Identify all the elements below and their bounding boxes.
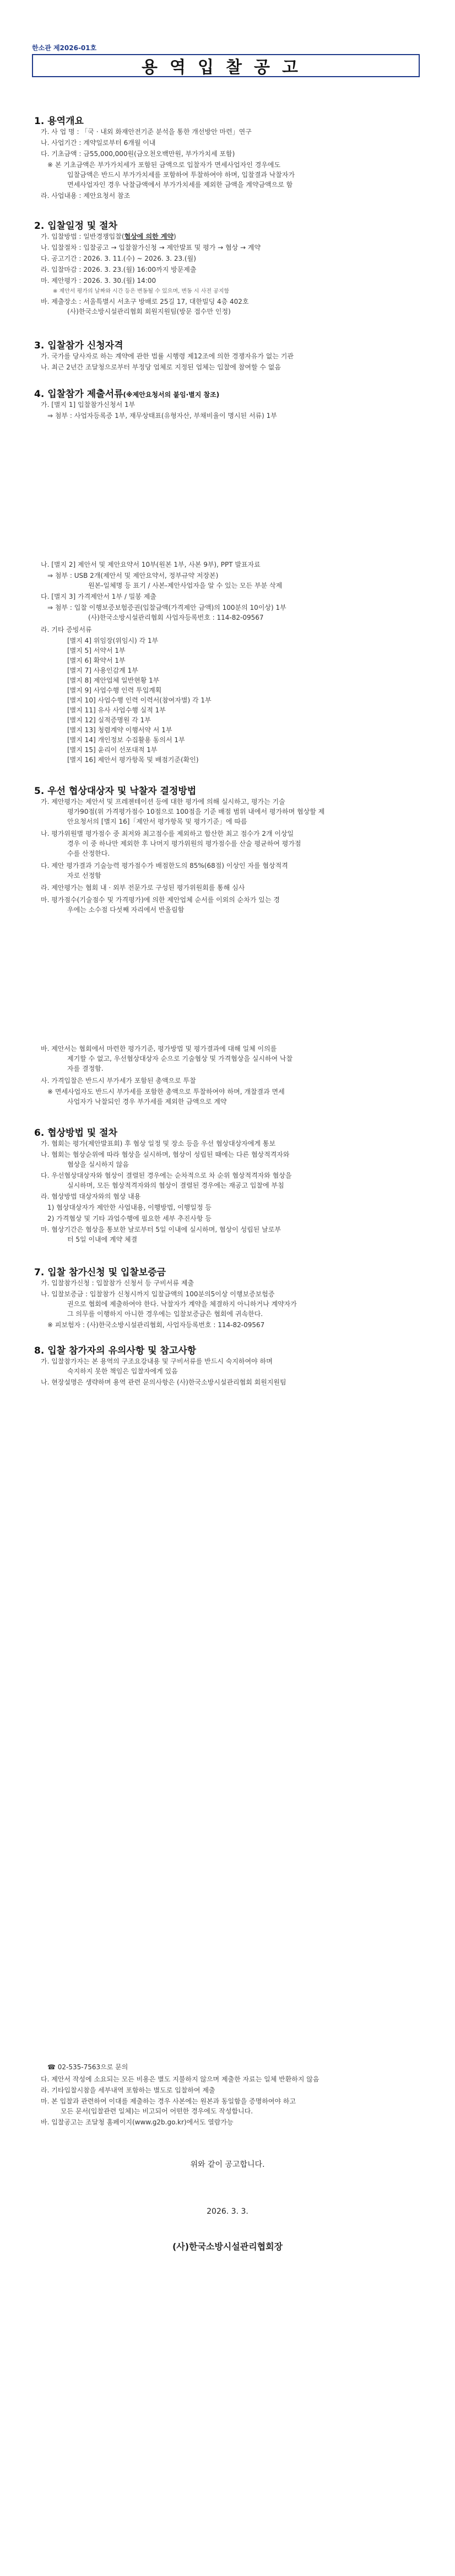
s4-form-1: 가. [별지 1] 입찰참가신청서 1부 (41, 401, 136, 409)
s2-method-a: 가. 입찰방법 : 일반경쟁입찰( (41, 233, 124, 240)
s5-g-note-1: ※ 면세사업자도 반드시 부가세를 포함한 총액으로 투찰하여야 하며, 개찰결과 면세 (47, 1088, 285, 1096)
s5-c-1: 다. 제안 평가결과 기술능력 평가점수가 배점한도의 85%(68점) 이상인 자를 협상적격 (41, 862, 288, 870)
s6-e-1: 마. 협상기간은 협상을 통보한 날로부터 5일 이내에 실시하며, 협상이 성립된 날로부 (41, 1226, 281, 1233)
s5-g: 사. 가격입찰은 반드시 부가세가 포함된 총액으로 투찰 (41, 1077, 196, 1085)
s7-b-2: 권으로 협회에 제출하여야 한다. 낙찰자가 계약을 체결하지 아니하거나 계약자가 (67, 1300, 297, 1308)
document-number: 한소관 제2026-01호 (32, 44, 97, 52)
s6-d-1: 1) 협상대상자가 제안한 사업내용, 이행방법, 이행일정 등 (47, 1204, 212, 1211)
s7-b-3: 그 의무를 이행하지 아니한 경우에는 입찰보증금은 협회에 귀속한다. (67, 1310, 263, 1318)
s1-content: 라. 사업내용 : 제안요청서 참조 (41, 192, 131, 200)
s1-note-1: ※ 본 기초금액은 부가가치세가 포함된 금액으로 입찰자가 면세사업자인 경우에도 (47, 161, 281, 169)
s2-location-org: (사)한국소방시설관리협회 회원지원팀(방문 접수만 인정) (67, 308, 231, 315)
s4-item: [별지 7] 사용인감계 1부 (67, 667, 138, 674)
s8-a-1: 가. 입찰참가자는 본 용역의 구조요강내용 및 구비서류를 반드시 숙지하여야 하며 (41, 1357, 273, 1365)
s1-note-3: 면세사업자인 경우 낙찰금액에서 부가가치세를 제외한 금액을 계약금액으로 함 (67, 181, 293, 189)
s6-c-2: 실시하며, 모든 협상적격자와의 협상이 결렬된 경우에는 재공고 입찰에 부침 (67, 1182, 284, 1189)
s5-a-1: 가. 제안평가는 제안서 및 프레젠테이션 등에 대한 평가에 의해 실시하고, 평가는 기술 (41, 798, 285, 806)
s1-project-name: 가. 사 업 명 : 「국 · 내외 화재안전기준 분석을 통한 개선방안 마련」연구 (41, 128, 252, 136)
s4-form-3: 다. [별지 3] 가격제안서 1부 / 밀봉 제출 (41, 593, 156, 600)
s4-item: [별지 12] 실적증명원 각 1부 (67, 716, 151, 724)
s4-item: [별지 9] 사업수행 인력 투입계획 (67, 686, 162, 694)
s5-f-2: 제기할 수 없고, 우선협상대상자 순으로 기술협상 및 가격협상을 실시하여 낙찰 (67, 1055, 293, 1062)
s4-form-3-biznum: (사)한국소방시설관리협회 사업자등록번호 : 114-82-09567 (88, 614, 264, 621)
s7-a: 가. 입찰참가신청 : 입찰참가 신청서 등 구비서류 제출 (41, 1279, 194, 1287)
s3-qual-1: 가. 국가를 당사자로 하는 계약에 관한 법률 시행령 제12조에 의한 경쟁자유가 없는 기관 (41, 352, 294, 360)
s1-note-2: 입찰금액은 반드시 부가가치세를 포함하여 투찰하여야 하며, 입찰결과 낙찰자가 (67, 171, 295, 179)
s2-evaluation-note: ※ 제안서 평가의 날짜와 시간 등은 변동될 수 있으며, 변동 시 사전 공지함 (53, 288, 230, 294)
footer-e-2: 모든 문서(입찰관련 일체)는 비고되어 어떤한 경우에도 작성합니다. (61, 2107, 253, 2115)
s4-item: [별지 16] 제안서 평가항목 및 배점기준(확인) (67, 756, 199, 764)
s4-item: [별지 5] 서약서 1부 (67, 647, 126, 654)
s2-notice-period: 다. 공고기간 : 2026. 3. 11.(수) ~ 2026. 3. 23.(월) (41, 255, 196, 262)
s2-location: 바. 제출장소 : 서울특별시 서초구 방배로 25길 17, 대한빌딩 4층 402호 (41, 298, 249, 305)
s5-e-2: 우에는 소수점 다섯째 자리에서 반올림함 (67, 906, 185, 914)
s5-a-3: 안요청서의 [별지 16]「제안서 평가항목 및 평가기준」에 따름 (67, 818, 247, 825)
section-2-heading: 2. 입찰일정 및 절차 (34, 221, 117, 232)
s4-item: [별지 13] 청렴계약 이행서약 서 1부 (67, 726, 172, 734)
closing-statement: 위와 같이 공고합니다. (190, 2160, 265, 2169)
section-7-heading: 7. 입찰 참가신청 및 입찰보증금 (34, 1267, 166, 1278)
s6-a: 가. 협회는 평가(제안발표회) 후 협상 일정 및 장소 등을 우선 협상대상자에게 통보 (41, 1140, 276, 1147)
section-1-heading: 1. 용역개요 (34, 116, 84, 127)
footer-c: 다. 제안서 작성에 소요되는 모든 비용은 별도 지불하지 않으며 제출한 자료는 일체 반환하지 않음 (41, 2075, 319, 2083)
s4-item: [별지 8] 제안업체 일반현황 1부 (67, 677, 160, 684)
s8-b: 나. 현장설명은 생략하며 용역 관련 문의사항은 (사)한국소방시설관리협회 회원지원팀 (41, 1378, 286, 1386)
section-4-heading (34, 386, 219, 400)
s6-d: 라. 협상방법 대상자와의 협상 내용 (41, 1193, 141, 1200)
section-5-heading: 5. 우선 협상대상자 및 낙찰자 결정방법 (34, 786, 197, 797)
title-box (32, 54, 420, 77)
s1-base-amount: 다. 기초금액 : 금55,000,000원(금오천오백만원, 부가가치세 포함) (41, 150, 235, 158)
s5-f-3: 자를 결정함. (67, 1065, 104, 1072)
s3-qual-2: 나. 최근 2년간 조달청으로부터 부정당 업체로 지정된 업체는 입찰에 참여할 수 없음 (41, 363, 281, 371)
s4-item: [별지 6] 확약서 1부 (67, 657, 126, 664)
s5-e-1: 마. 평가점수(기술점수 및 가격평가)에 의한 제안업체 순서를 이외의 순차가 있는 경 (41, 896, 280, 904)
s4-item: [별지 14] 개인정보 수집활용 동의서 1부 (67, 736, 185, 744)
s2-method-b: 협상에 의한 계약 (124, 233, 174, 240)
s8-a-2: 숙지하지 못한 책임은 입찰자에게 있음 (67, 1367, 178, 1375)
s4-item: [별지 10] 사업수행 인력 이력서(참여자별) 각 1부 (67, 696, 212, 704)
phone-contact: ☎ 02-535-7563으로 문의 (47, 2063, 128, 2071)
s5-g-note-2: 사업자가 낙찰되인 경우 부가세를 제외한 금액으로 계약 (67, 1098, 227, 1105)
s4-other-docs: 라. 기타 증빙서류 (41, 626, 92, 634)
footer-e-1: 마. 본 입찰과 관련하여 이대를 제출하는 경우 사본에는 원본과 동일함을 증명하여야 하고 (41, 2097, 296, 2105)
section-8-heading: 8. 입찰 참가자의 유의사항 및 참고사항 (34, 1345, 197, 1356)
s4-form-2-note: 원본-일체명 등 표기 / 사본-제안사업자을 알 수 있는 모든 부분 삭제 (88, 582, 283, 589)
s4-item: [별지 4] 위임장(위임시) 각 1부 (67, 637, 159, 645)
s6-b-2: 협상을 실시하지 않음 (67, 1161, 129, 1168)
s5-d: 라. 제안평가는 협회 내 · 외부 전문가로 구성된 평가위원회를 통해 심사 (41, 884, 245, 892)
s2-method (41, 232, 426, 242)
s2-method-c: ) (174, 233, 176, 240)
s6-b-1: 나. 협회는 협상순위에 따라 협상을 실시하며, 협상이 성립된 때에는 다른 협상적격자와 (41, 1151, 290, 1158)
s4-form-2-attach: ⇒ 첨부 : USB 2개(제안서 및 제안요약서, 정부규약 저장본) (47, 572, 219, 579)
s5-b-3: 수를 산정한다. (67, 850, 110, 857)
s4-form-1-attach: ⇒ 첨부 : 사업자등록증 1부, 재무상태표(유형자산, 부채비율이 명시된 서류) 1부 (47, 412, 277, 420)
s4-item: [별지 11] 유사 사업수행 실적 1부 (67, 706, 166, 714)
s4-form-3-attach: ⇒ 첨부 : 입찰 이행보증보험증권(입찰금액(가격제안 금액)의 100분의 10이상) 1부 (47, 604, 286, 611)
section-3-heading: 3. 입찰참가 신청자격 (34, 340, 123, 351)
footer-d: 라. 기타입찰시참을 세부내역 포함하는 별도로 입찰하여 제출 (41, 2086, 215, 2094)
s2-deadline: 라. 입찰마감 : 2026. 3. 23.(월) 16:00까지 방문제출 (41, 266, 197, 273)
section-6-heading: 6. 협상방법 및 절차 (34, 1128, 117, 1139)
s5-b-1: 나. 평가위원별 평가점수 중 최저와 최고점수를 제외하고 합산한 최고 점수가 2개 이상일 (41, 830, 294, 838)
s6-d-2: 2) 가격협상 및 기타 과업수행에 필요한 세부 추진사항 등 (47, 1215, 212, 1222)
issuer-org: (사)한국소방시설관리협회장 (172, 2241, 283, 2252)
s1-period: 나. 사업기간 : 계약일로부터 6개월 이내 (41, 139, 156, 147)
page-title: 용역입찰공고 (142, 58, 310, 77)
s4-heading-note: (※제안요청서의 붙임·별지 참조) (123, 391, 220, 399)
s4-heading-text: 4. 입찰참가 제출서류 (34, 389, 123, 400)
s4-item: [별지 15] 윤리이 선포대적 1부 (67, 746, 158, 754)
s2-procedure: 나. 입찰절차 : 입찰공고 → 입찰참가신청 → 제안발표 및 평가 → 협상 → 계약 (41, 244, 261, 251)
s5-a-2: 평가90점(위 가격평가점수 10점으로 100점을 기준 배점 범위 내에서 평가하며 협상할 제 (67, 808, 325, 815)
s5-b-2: 경우 이 중 하나만 제외한 후 나머지 평가위원의 평가점수를 산술 평균하여 평가점 (67, 840, 301, 847)
s5-c-2: 자로 선정함 (67, 872, 101, 879)
notice-date: 2026. 3. 3. (207, 2207, 248, 2216)
s4-form-2: 나. [별지 2] 제안서 및 제안요약서 10부(원본 1부, 사본 9부), PPT 발표자료 (41, 561, 261, 568)
s6-c-1: 다. 우선협상대상자와 협상이 결렬된 경우에는 순차적으로 차 순위 협상적격자와 협상을 (41, 1172, 292, 1179)
s6-e-2: 터 5일 이내에 계약 체결 (67, 1236, 138, 1243)
footer-f: 바. 입찰공고는 조달청 홈페이지(www.g2b.go.kr)에서도 열람가능 (41, 2118, 234, 2126)
s2-evaluation: 마. 제안평가 : 2026. 3. 30.(월) 14:00 (41, 277, 156, 285)
s7-b-1: 나. 입찰보증금 : 입찰참가 신청시까지 입찰금액의 100분의5이상 이행보증보험증 (41, 1290, 275, 1298)
s5-f-1: 바. 제안서는 협회에서 마련한 평가기준, 평가방법 및 평가결과에 대해 일체 이의를 (41, 1045, 277, 1053)
s7-note: ※ 피보험자 : (사)한국소방시설관리협회, 사업자등록번호 : 114-82-09567 (47, 1321, 265, 1329)
